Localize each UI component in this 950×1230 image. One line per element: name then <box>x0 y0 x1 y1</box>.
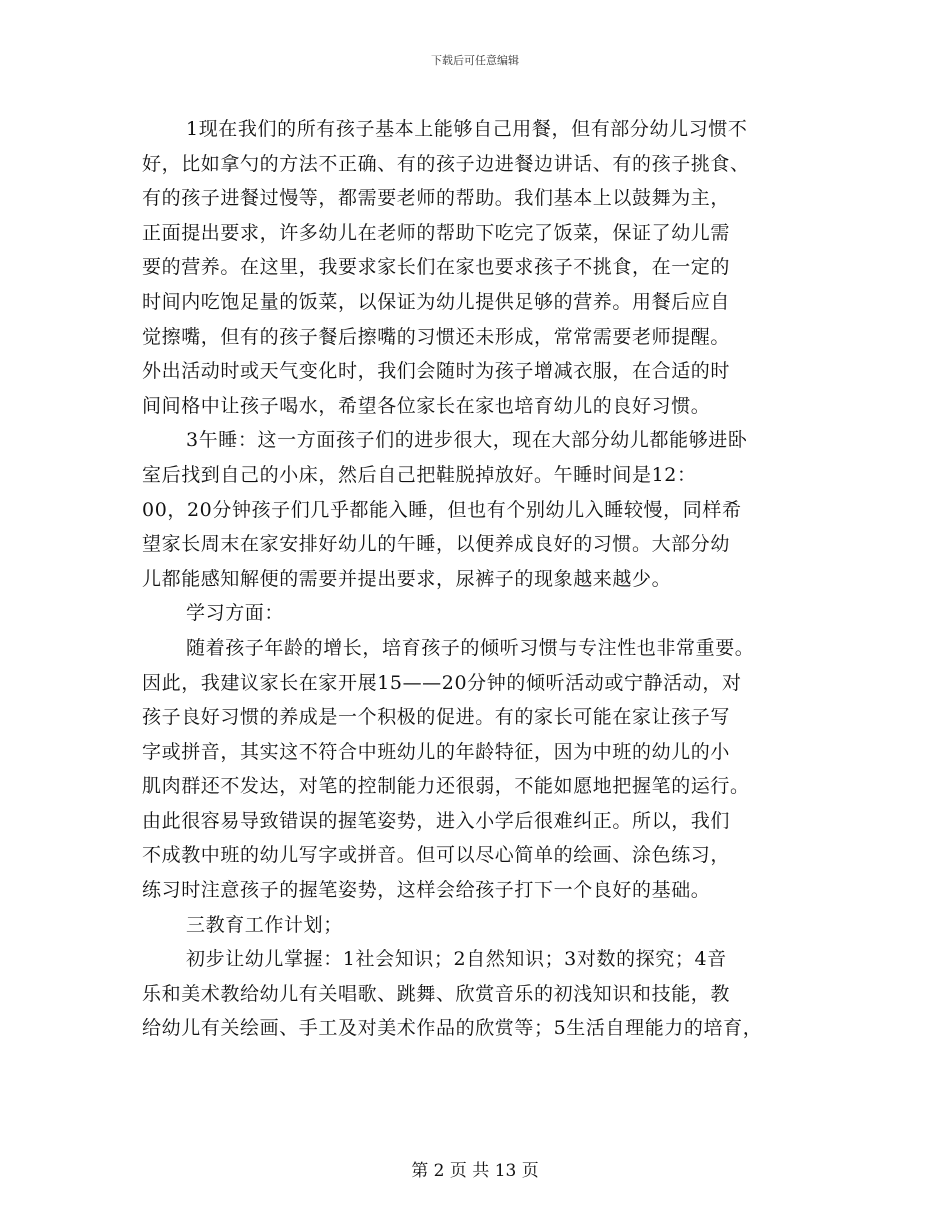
paragraph-line: 有的孩子进餐过慢等，都需要老师的帮助。我们基本上以鼓舞为主， <box>142 187 731 210</box>
body-text <box>142 112 822 1046</box>
paragraph-line: 不成教中班的幼儿写字或拼音。但可以尽心简单的绘画、涂色练习， <box>142 844 731 867</box>
paragraph-line: 正面提出要求，许多幼儿在老师的帮助下吃完了饭菜，保证了幼儿需 <box>142 221 731 244</box>
section-heading: 学习方面： <box>186 602 285 625</box>
paragraph-line: 好，比如拿勺的方法不正确、有的孩子边进餐边讲话、有的孩子挑食、 <box>142 152 750 175</box>
paragraph-line: 孩子良好习惯的养成是一个积极的促进。有的家长可能在家让孩子写 <box>142 706 731 729</box>
paragraph-line: 时间内吃饱足量的饭菜，以保证为幼儿提供足够的营养。用餐后应自 <box>142 290 731 313</box>
page-header: 下载后可任意编辑 <box>431 54 519 67</box>
paragraph-line: 由此很容易导致错误的握笔姿势，进入小学后很难纠正。所以，我们 <box>142 809 731 832</box>
paragraph-line: 间间格中让孩子喝水，希望各位家长在家也培育幼儿的良好习惯。 <box>142 394 711 417</box>
section-heading: 三教育工作计划； <box>186 913 343 936</box>
paragraph-line: 望家长周末在家安排好幼儿的午睡，以便养成良好的习惯。大部分幼 <box>142 533 731 556</box>
paragraph-line: 肌肉群还不发达，对笔的控制能力还很弱，不能如愿地把握笔的运行。 <box>142 775 750 798</box>
paragraph-line: 字或拼音，其实这不符合中班幼儿的年龄特征，因为中班的幼儿的小 <box>142 740 731 763</box>
paragraph-line: 觉擦嘴，但有的孩子餐后擦嘴的习惯还未形成，常常需要老师提醒。 <box>142 325 731 348</box>
paragraph-line: 练习时注意孩子的握笔姿势，这样会给孩子打下一个良好的基础。 <box>142 879 711 902</box>
paragraph-line: 乐和美术教给幼儿有关唱歌、跳舞、欣赏音乐的初浅知识和技能，教 <box>142 982 731 1005</box>
paragraph-line: 3午睡：这一方面孩子们的进步很大，现在大部分幼儿都能够进卧 <box>186 429 748 452</box>
paragraph-line: 1现在我们的所有孩子基本上能够自己用餐，但有部分幼儿习惯不 <box>186 118 748 140</box>
paragraph-line: 给幼儿有关绘画、手工及对美术作品的欣赏等；5生活自理能力的培育， <box>142 1017 763 1040</box>
page-footer: 第 2 页 共 13 页 <box>411 1161 539 1181</box>
paragraph-line: 随着孩子年龄的增长，培育孩子的倾听习惯与专注性也非常重要。 <box>186 636 755 659</box>
paragraph-line: 初步让幼儿掌握：1社会知识；2自然知识；3对数的探究；4音 <box>186 948 727 971</box>
paragraph-line: 00，20分钟孩子们几乎都能入睡，但也有个别幼儿入睡较慢，同样希 <box>142 498 742 521</box>
paragraph-line: 要的营养。在这里，我要求家长们在家也要求孩子不挑食，在一定的 <box>142 256 731 279</box>
paragraph-line: 室后找到自己的小床，然后自己把鞋脱掉放好。午睡时间是12： <box>142 463 697 486</box>
paragraph-line: 儿都能感知解便的需要并提出要求，尿裤子的现象越来越少。 <box>142 567 672 590</box>
paragraph-line: 外出活动时或天气变化时，我们会随时为孩子增减衣服，在合适的时 <box>142 360 731 383</box>
paragraph-line: 因此，我建议家长在家开展15——20分钟的倾听活动或宁静活动，对 <box>142 671 742 694</box>
